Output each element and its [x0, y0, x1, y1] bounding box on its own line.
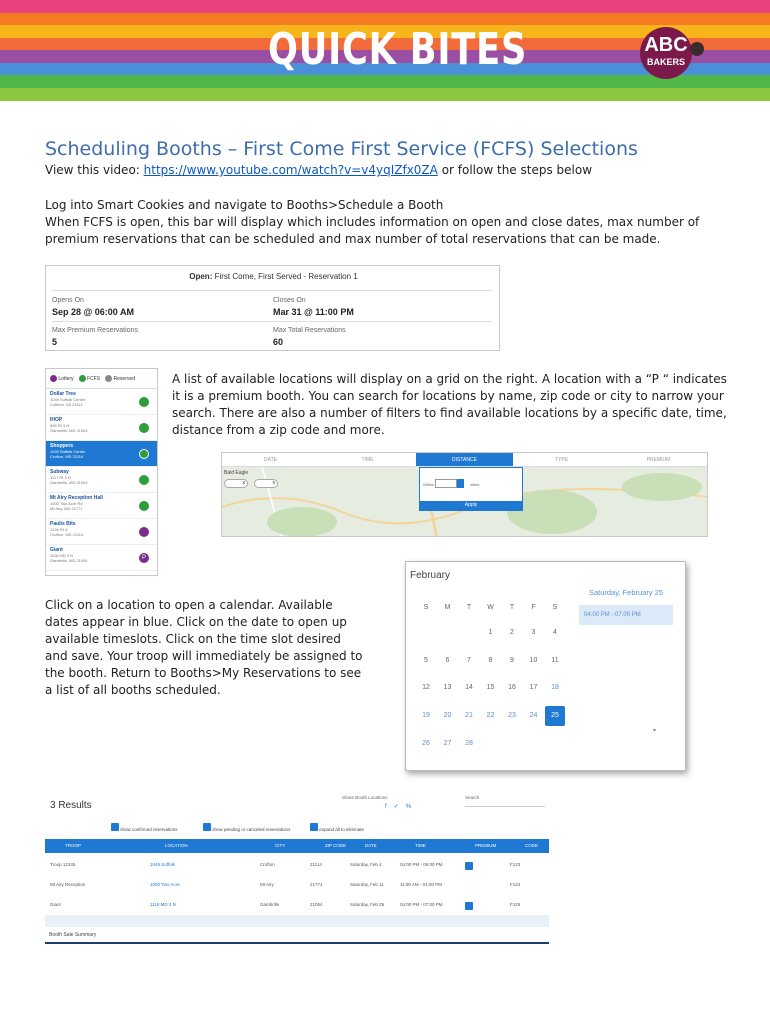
table-cell: Mt Airy Reception — [50, 882, 86, 887]
scroll-down-icon[interactable]: ▾ — [653, 728, 657, 734]
calendar-day: 4 — [553, 629, 557, 636]
calendar-day: 8 — [488, 656, 493, 664]
premium-check-icon — [465, 862, 473, 870]
max-premium-label: Max Premium Reservations — [52, 327, 138, 334]
opens-on-value: Sep 28 @ 06:00 AM — [52, 307, 134, 317]
location-item[interactable] — [46, 467, 157, 493]
legend-fcfs — [79, 375, 100, 382]
location-address: 1117 Rt 3 N — [50, 475, 71, 480]
chip-close-icon[interactable]: x — [242, 480, 245, 486]
location-address: 1049 Suffolk Center — [50, 449, 86, 454]
map-tab[interactable]: PREMIUM — [646, 457, 671, 463]
table-row[interactable] — [45, 876, 549, 896]
lottery-dot-icon — [50, 375, 57, 382]
location-address: 1118 MD 3 N — [50, 553, 73, 558]
location-item[interactable] — [46, 519, 157, 545]
table-cell: 21114 — [310, 862, 322, 867]
legend-reserved — [105, 375, 135, 382]
checkbox-icon[interactable] — [111, 823, 119, 831]
location-address: 1226 Rt 3 — [50, 527, 68, 532]
timeslot-button[interactable]: 04:00 PM - 07:00 PM — [579, 605, 673, 625]
calendar-day[interactable]: 19 — [422, 712, 430, 720]
fcfs-dot-icon — [79, 375, 86, 382]
apply-button[interactable]: Apply — [420, 501, 522, 510]
table-cell[interactable]: 1000 Two Acre — [150, 882, 180, 887]
calendar-day: 1 — [488, 629, 493, 636]
step1-description: When FCFS is open, this bar will display which includes information on open and close dates, max number of premium reservations that can be scheduled and max number of total reservations that can be made. — [45, 215, 700, 246]
table-cell: Giant — [50, 902, 61, 907]
video-link[interactable]: https://www.youtube.com/watch?v=v4yqIZfx0ZA — [143, 163, 438, 177]
opens-on-label: Opens On — [52, 297, 84, 304]
location-name: Giant — [50, 547, 63, 553]
banner-stripe — [0, 75, 770, 89]
map-park-3 — [622, 473, 702, 501]
location-city: Gambrills, MD 21054 — [50, 428, 88, 433]
page-title: Scheduling Booths – First Come First Service (FCFS) Selections — [45, 138, 638, 160]
location-item[interactable] — [46, 441, 157, 467]
map-filter-tabs — [222, 453, 707, 467]
table-cell: Mt Airy — [260, 882, 274, 887]
location-city: Coffeen, VA 21114 — [50, 402, 83, 407]
location-name: IHOP — [50, 417, 63, 423]
location-name: Subway — [50, 469, 69, 475]
table-cell: Saturday, Feb 11 — [350, 882, 384, 887]
calendar-day[interactable]: 24 — [529, 712, 538, 720]
logo-bottom-text: BAKERS — [646, 57, 685, 67]
logo-paw-icon — [690, 42, 704, 56]
calendar-day: 15 — [486, 684, 495, 692]
map-screenshot — [221, 452, 708, 537]
search-input[interactable] — [465, 806, 545, 807]
weekday-label: T — [509, 604, 515, 611]
column-header[interactable]: LOCATION — [165, 843, 188, 848]
status-dot-icon — [139, 423, 149, 433]
calendar-day[interactable]: 20 — [443, 712, 452, 720]
status-dot-icon — [139, 397, 149, 407]
calendar-day: 12 — [422, 684, 430, 692]
column-header[interactable]: TIME — [415, 843, 426, 848]
location-city: Crofton, MD 21114 — [50, 532, 84, 537]
booth-sale-summary[interactable]: Booth Sale Summary — [49, 932, 97, 938]
banner-stripe — [0, 0, 770, 14]
column-header[interactable]: CITY — [275, 843, 286, 848]
selected-date-label: Saturday, February 25 — [588, 588, 664, 597]
share-icons[interactable]: f✓% — [385, 804, 419, 810]
locations-description: A list of available locations will display on a grid on the right. A location with a “P “ indicates it is a premium booth. You can search for locations by name, zip code or city to narrow your search. There are also a number of filters to find available locations by a specific date, time, distance from a zip code and more. — [172, 372, 727, 437]
filter-pending[interactable] — [203, 823, 290, 832]
filter-confirmed[interactable] — [111, 823, 178, 832]
location-list — [46, 389, 157, 571]
search-label: Search — [465, 795, 480, 800]
table-cell: Saturday, Feb 4 — [350, 862, 382, 867]
distance-dropdown — [419, 467, 523, 511]
within-label: Within — [423, 482, 435, 487]
legend — [46, 369, 157, 389]
calendar-day: 9 — [510, 656, 514, 664]
max-total-value: 60 — [273, 337, 284, 347]
weekday-label: S — [423, 604, 429, 611]
location-city: Mt Airy, MD 21771 — [50, 506, 83, 511]
miles-label: miles — [470, 482, 480, 487]
location-item[interactable] — [46, 389, 157, 415]
distance-select-icon[interactable] — [457, 479, 464, 488]
status-dot-icon — [139, 475, 149, 485]
location-name: Shoppers — [50, 443, 74, 449]
weekday-label: M — [444, 604, 451, 611]
results-title: 3 Results — [50, 800, 92, 811]
banner-title: QUICK BITES — [268, 24, 528, 75]
calendar-day[interactable]: 28 — [465, 739, 473, 747]
distance-input[interactable] — [435, 479, 457, 488]
table-cell: Saturday, Feb 25 — [350, 902, 385, 907]
table-cell: F123 — [510, 862, 521, 867]
location-item[interactable] — [46, 545, 157, 571]
map-tab[interactable]: TIME — [361, 457, 374, 463]
calendar-day: 10 — [529, 656, 538, 664]
table-summary-bar — [45, 915, 549, 927]
calendar-description: Click on a location to open a calendar. Available dates appear in blue. Click on the date to open up available timeslots. Click on the time slot desired and save. Your troop will immediately be assigned to the booth. Return to Booths>My Reservations to see a list of all booths scheduled. — [45, 598, 363, 697]
filter-confirmed-label: show confirmed reservations — [120, 827, 178, 832]
calendar-day[interactable]: 27 — [443, 739, 452, 747]
table-cell: 04:00 PM - 07:00 PM — [400, 902, 443, 907]
table-cell[interactable]: 1049 Suffolk — [150, 862, 175, 867]
filter-chip-2[interactable] — [254, 479, 278, 488]
column-header[interactable]: TROOP — [65, 843, 82, 848]
location-address: 895 Rt 3 N — [50, 423, 70, 428]
table-cell: F124 — [510, 882, 521, 887]
location-name: Mt Airy Reception Hall — [50, 495, 103, 501]
filter-expand[interactable] — [310, 823, 364, 832]
weekday-label: W — [487, 604, 494, 611]
calendar-day: 13 — [443, 684, 452, 692]
location-item[interactable] — [46, 415, 157, 441]
table-row[interactable] — [45, 856, 549, 876]
intro-line — [45, 162, 592, 179]
max-total-label: Max Total Reservations — [273, 327, 346, 334]
intro-prefix: View this video: — [45, 163, 144, 177]
status-dot-icon: P — [139, 553, 149, 563]
legend-lottery-label: Lottery — [58, 375, 74, 382]
results-screenshot — [45, 792, 549, 944]
calendar-day: 11 — [551, 656, 559, 664]
map-tab[interactable]: TYPE — [554, 457, 569, 463]
reserved-dot-icon — [105, 375, 112, 382]
legend-fcfs-label: FCFS — [87, 375, 101, 382]
location-name: Dollar Tree — [50, 391, 76, 397]
chip-close-icon-2[interactable]: x — [272, 480, 275, 486]
table-row[interactable] — [45, 896, 549, 916]
filter-pending-label: show pending or canceled reservations — [212, 827, 291, 832]
calendar-day[interactable]: 22 — [486, 712, 495, 720]
table-cell: Crofton — [260, 862, 275, 867]
map-tab[interactable]: DISTANCE — [416, 453, 513, 466]
filter-chip-1[interactable] — [224, 479, 248, 488]
location-list-screenshot — [45, 368, 158, 576]
table-cell: F125 — [510, 902, 521, 907]
calendar-day: 14 — [465, 684, 473, 692]
location-name: Paulis Bits — [50, 521, 76, 527]
logo-top-text: ABC — [644, 34, 688, 56]
weekday-label: F — [531, 604, 536, 611]
calendar-day[interactable]: 23 — [508, 712, 516, 720]
location-address: 1000 Two Acre Rd — [50, 501, 83, 506]
filter-expand-label: expand all to eliminate — [319, 827, 365, 832]
table-cell[interactable]: 1118 MD 3 N — [150, 902, 176, 907]
premium-check-icon — [465, 902, 473, 910]
calendar-month: February — [410, 570, 451, 581]
column-header[interactable]: CODE — [525, 843, 539, 848]
timeslot-panel — [571, 582, 681, 742]
fcfs-open-label: Open: — [189, 272, 213, 281]
table-cell: Troop 12345 — [50, 862, 76, 867]
calendar-day[interactable]: 21 — [465, 712, 473, 720]
checkbox-icon[interactable] — [203, 823, 211, 831]
calendar-day: 3 — [531, 629, 536, 636]
status-dot-icon — [139, 449, 149, 459]
weekday-label: T — [466, 604, 472, 611]
calendar-day: 17 — [529, 684, 538, 692]
table-cell: 21054 — [310, 902, 323, 907]
legend-reserved-label: Reserved — [113, 375, 135, 382]
calendar-day[interactable]: 25 — [545, 706, 565, 726]
map-place-label: Bald Eagle — [224, 470, 249, 476]
calendar-day[interactable]: 18 — [551, 684, 559, 692]
table-cell: 21771 — [310, 882, 323, 887]
legend-lottery — [50, 375, 74, 382]
share-label: Share Booth Locations — [342, 795, 388, 800]
fcfs-open-text: First Come, First Served - Reservation 1 — [214, 272, 358, 281]
location-city: Gambrills, MD 21054 — [50, 480, 88, 485]
calendar-day: 5 — [424, 656, 428, 664]
table-header — [45, 839, 549, 853]
column-header[interactable]: DATE — [365, 843, 377, 848]
max-premium-value: 5 — [52, 337, 58, 347]
table-cell: 11:00 AM - 01:00 PM — [400, 882, 442, 887]
fcfs-divider-2 — [52, 321, 492, 322]
map-park-2 — [267, 507, 337, 537]
location-address: 1049 Suffolk Center — [50, 397, 86, 402]
location-city: Gambrills, MD 21054 — [50, 558, 88, 563]
column-header[interactable]: ZIP CODE — [325, 843, 347, 848]
step1-text: Log into Smart Cookies and navigate to Booths>Schedule a Booth — [45, 198, 444, 212]
closes-on-label: Closes On — [273, 297, 306, 304]
fcfs-bar-screenshot — [45, 265, 500, 351]
fcfs-divider — [52, 290, 492, 291]
closes-on-value: Mar 31 @ 11:00 PM — [273, 307, 354, 317]
intro-suffix: or follow the steps below — [437, 163, 593, 177]
table-cell: Gambrills — [260, 902, 280, 907]
location-item[interactable] — [46, 493, 157, 519]
map-tab[interactable]: DATE — [264, 457, 277, 463]
abc-bakers-logo — [640, 27, 692, 79]
weekday-label: S — [552, 604, 558, 611]
calendar-day: 6 — [445, 656, 450, 664]
status-dot-icon — [139, 527, 149, 537]
calendar-day[interactable]: 26 — [422, 739, 430, 747]
status-dot-icon — [139, 501, 149, 511]
table-cell: 04:00 PM - 06:00 PM — [400, 862, 443, 867]
banner-stripe — [0, 88, 770, 102]
fcfs-open-row — [46, 272, 501, 281]
calendar-day: 7 — [467, 656, 471, 664]
location-city: Crofton, MD 21114 — [50, 454, 84, 459]
calendar-day: 2 — [510, 629, 514, 636]
calendar-day: 16 — [508, 684, 516, 692]
column-header[interactable]: PREMIUM — [475, 843, 497, 848]
checkbox-icon[interactable] — [310, 823, 318, 831]
